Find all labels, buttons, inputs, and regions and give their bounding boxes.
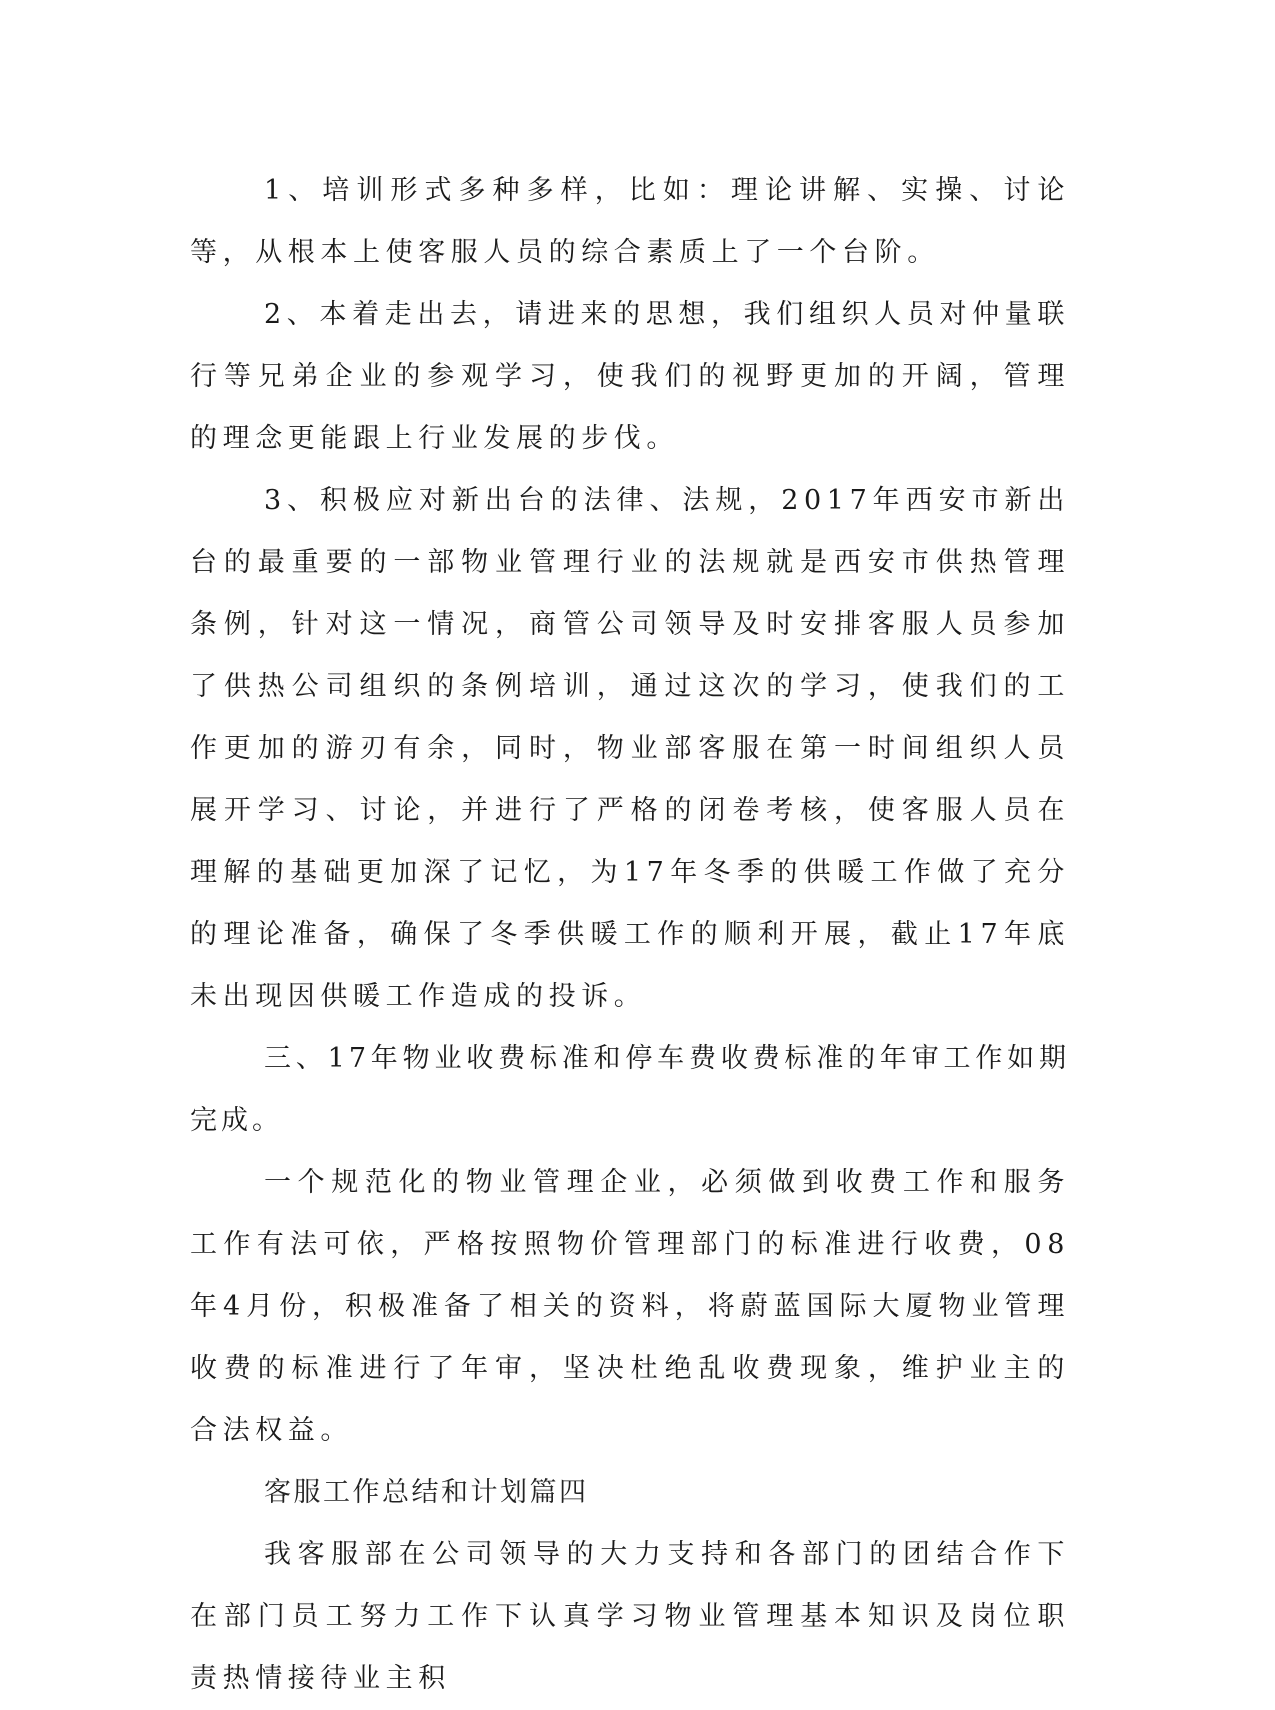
document-body (190, 160, 1070, 1710)
section-heading: 客服工作总结和计划篇四 (264, 1477, 589, 1508)
paragraph-heating-regulations: 3、积极应对新出台的法律、法规，2017年西安市新出台的最重要的一部物业管理行业的法规就是西安市供热管理条例，针对这一情况，商管公司领导及时安排客服人员参加了供热公司组织的条例培训，通过这次的学习，使我们的工作更加的游刃有余，同时，物业部客服在第一时间组织人员展开学习、讨论，并进行了严格的闭卷考核，使客服人员在理解的基础更加深了记忆，为17年冬季的供暖工作做了充分的理论准备，确保了冬季供暖工作的顺利开展，截止17年底未出现因供暖工作造成的投诉。 (190, 485, 1070, 1012)
paragraph-fee-standards: 一个规范化的物业管理企业，必须做到收费工作和服务工作有法可依，严格按照物价管理部门的标准进行收费，08年4月份，积极准备了相关的资料，将蔚蓝国际大厦物业管理收费的标准进行了年审，坚决杜绝乱收费现象，维护业主的合法权益。 (190, 1167, 1070, 1446)
paragraph-visit-learning: 2、本着走出去，请进来的思想，我们组织人员对仲量联行等兄弟企业的参观学习，使我们的视野更加的开阔，管理的理念更能跟上行业发展的步伐。 (190, 299, 1070, 454)
paragraph-customer-service-intro: 我客服部在公司领导的大力支持和各部门的团结合作下在部门员工努力工作下认真学习物业管理基本知识及岗位职责热情接待业主积 (190, 1539, 1070, 1694)
paragraph-fee-review-heading: 三、17年物业收费标准和停车费收费标准的年审工作如期完成。 (190, 1043, 1070, 1136)
paragraph-training-forms: 1、培训形式多种多样，比如：理论讲解、实操、讨论等，从根本上使客服人员的综合素质上了一个台阶。 (190, 175, 1070, 268)
